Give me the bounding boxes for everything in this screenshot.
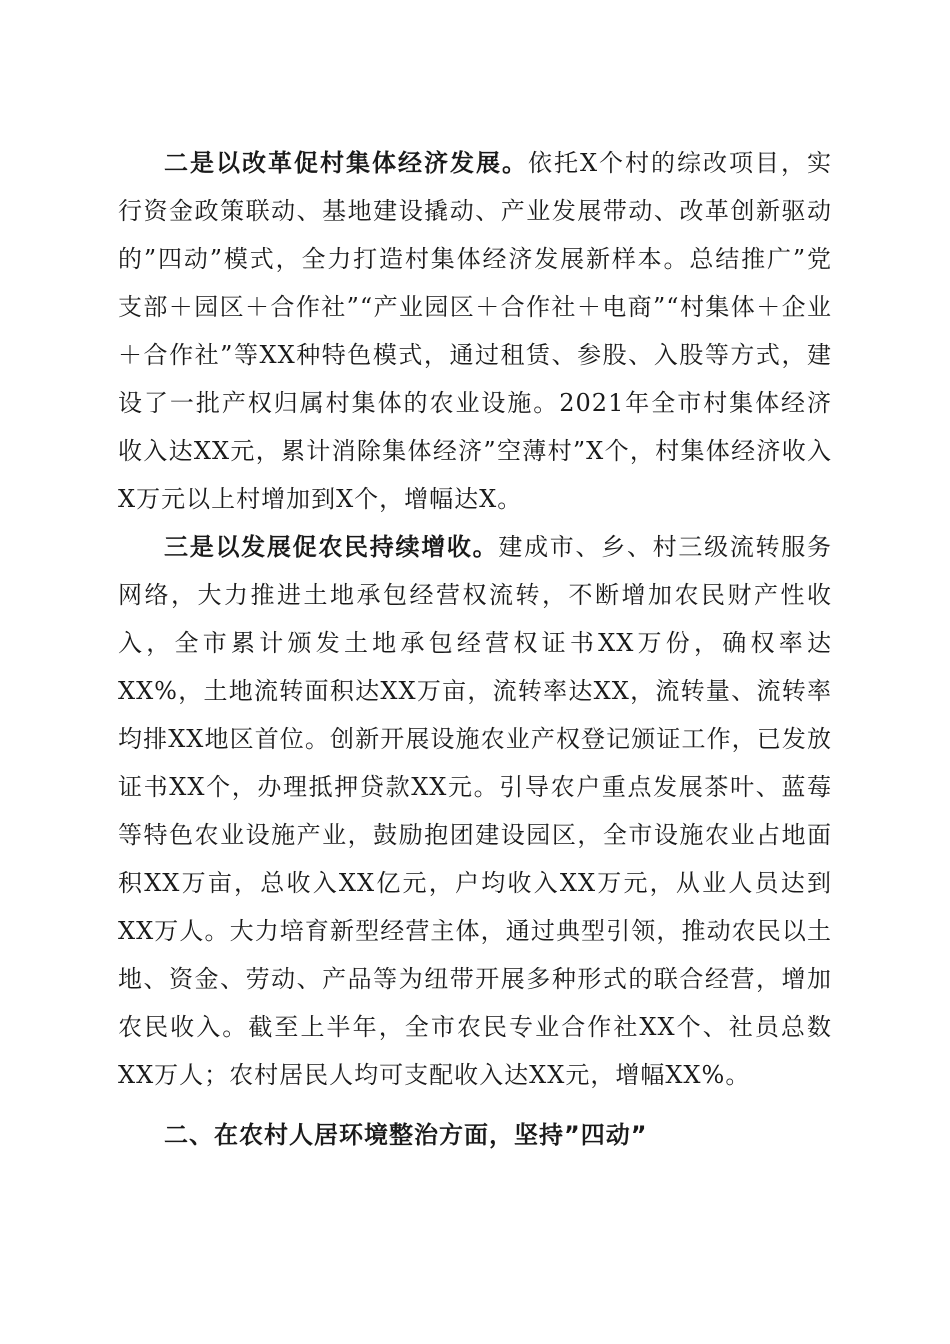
paragraph-text: 依托X个村的综改项目，实行资金政策联动、基地建设撬动、产业发展带动、改革创新驱动的”四动”模式，全力打造村集体经济发展新样本。总结推广”党支部＋园区＋合作社”“产业园区＋合作社＋电商”“村集体＋企业＋合作社”等XX种特色模式，通过租赁、参股、入股等方式，建设了一批产权归属村集体的农业设施。2021年全市村集体经济收入达XX元，累计消除集体经济”空薄村”X个，村集体经济收入X万元以上村增加到X个，增幅达X。 bbox=[118, 149, 832, 513]
paragraph-text: 建成市、乡、村三级流转服务网络，大力推进土地承包经营权流转，不断增加农民财产性收入，全市累计颁发土地承包经营权证书XX万份，确权率达XX%，土地流转面积达XX万亩，流转率达XX，流转量、流转率均排XX地区首位。创新开展设施农业产权登记颁证工作，已发放证书XX个，办理抵押贷款XX元。引导农户重点发展茶叶、蓝莓等特色农业设施产业，鼓励抱团建设园区，全市设施农业占地面积XX万亩，总收入XX亿元，户均收入XX万元，从业人员达到XX万人。大力培育新型经营主体，通过典型引领，推动农民以土地、资金、劳动、产品等为纽带开展多种形式的联合经营，增加农民收入。截至上半年，全市农民专业合作社XX个、社员总数XX万人；农村居民人均可支配收入达XX元，增幅XX%。 bbox=[118, 533, 832, 1089]
document-body bbox=[118, 139, 832, 1159]
paragraph-lead: 二是以改革促村集体经济发展。 bbox=[164, 149, 528, 177]
section-heading: 二、在农村人居环境整治方面，坚持”四动” bbox=[164, 1121, 648, 1149]
paragraph-farmer-income bbox=[118, 523, 832, 1099]
paragraph-collective-economy bbox=[118, 139, 832, 523]
paragraph-lead: 三是以发展促农民持续增收。 bbox=[164, 533, 499, 561]
